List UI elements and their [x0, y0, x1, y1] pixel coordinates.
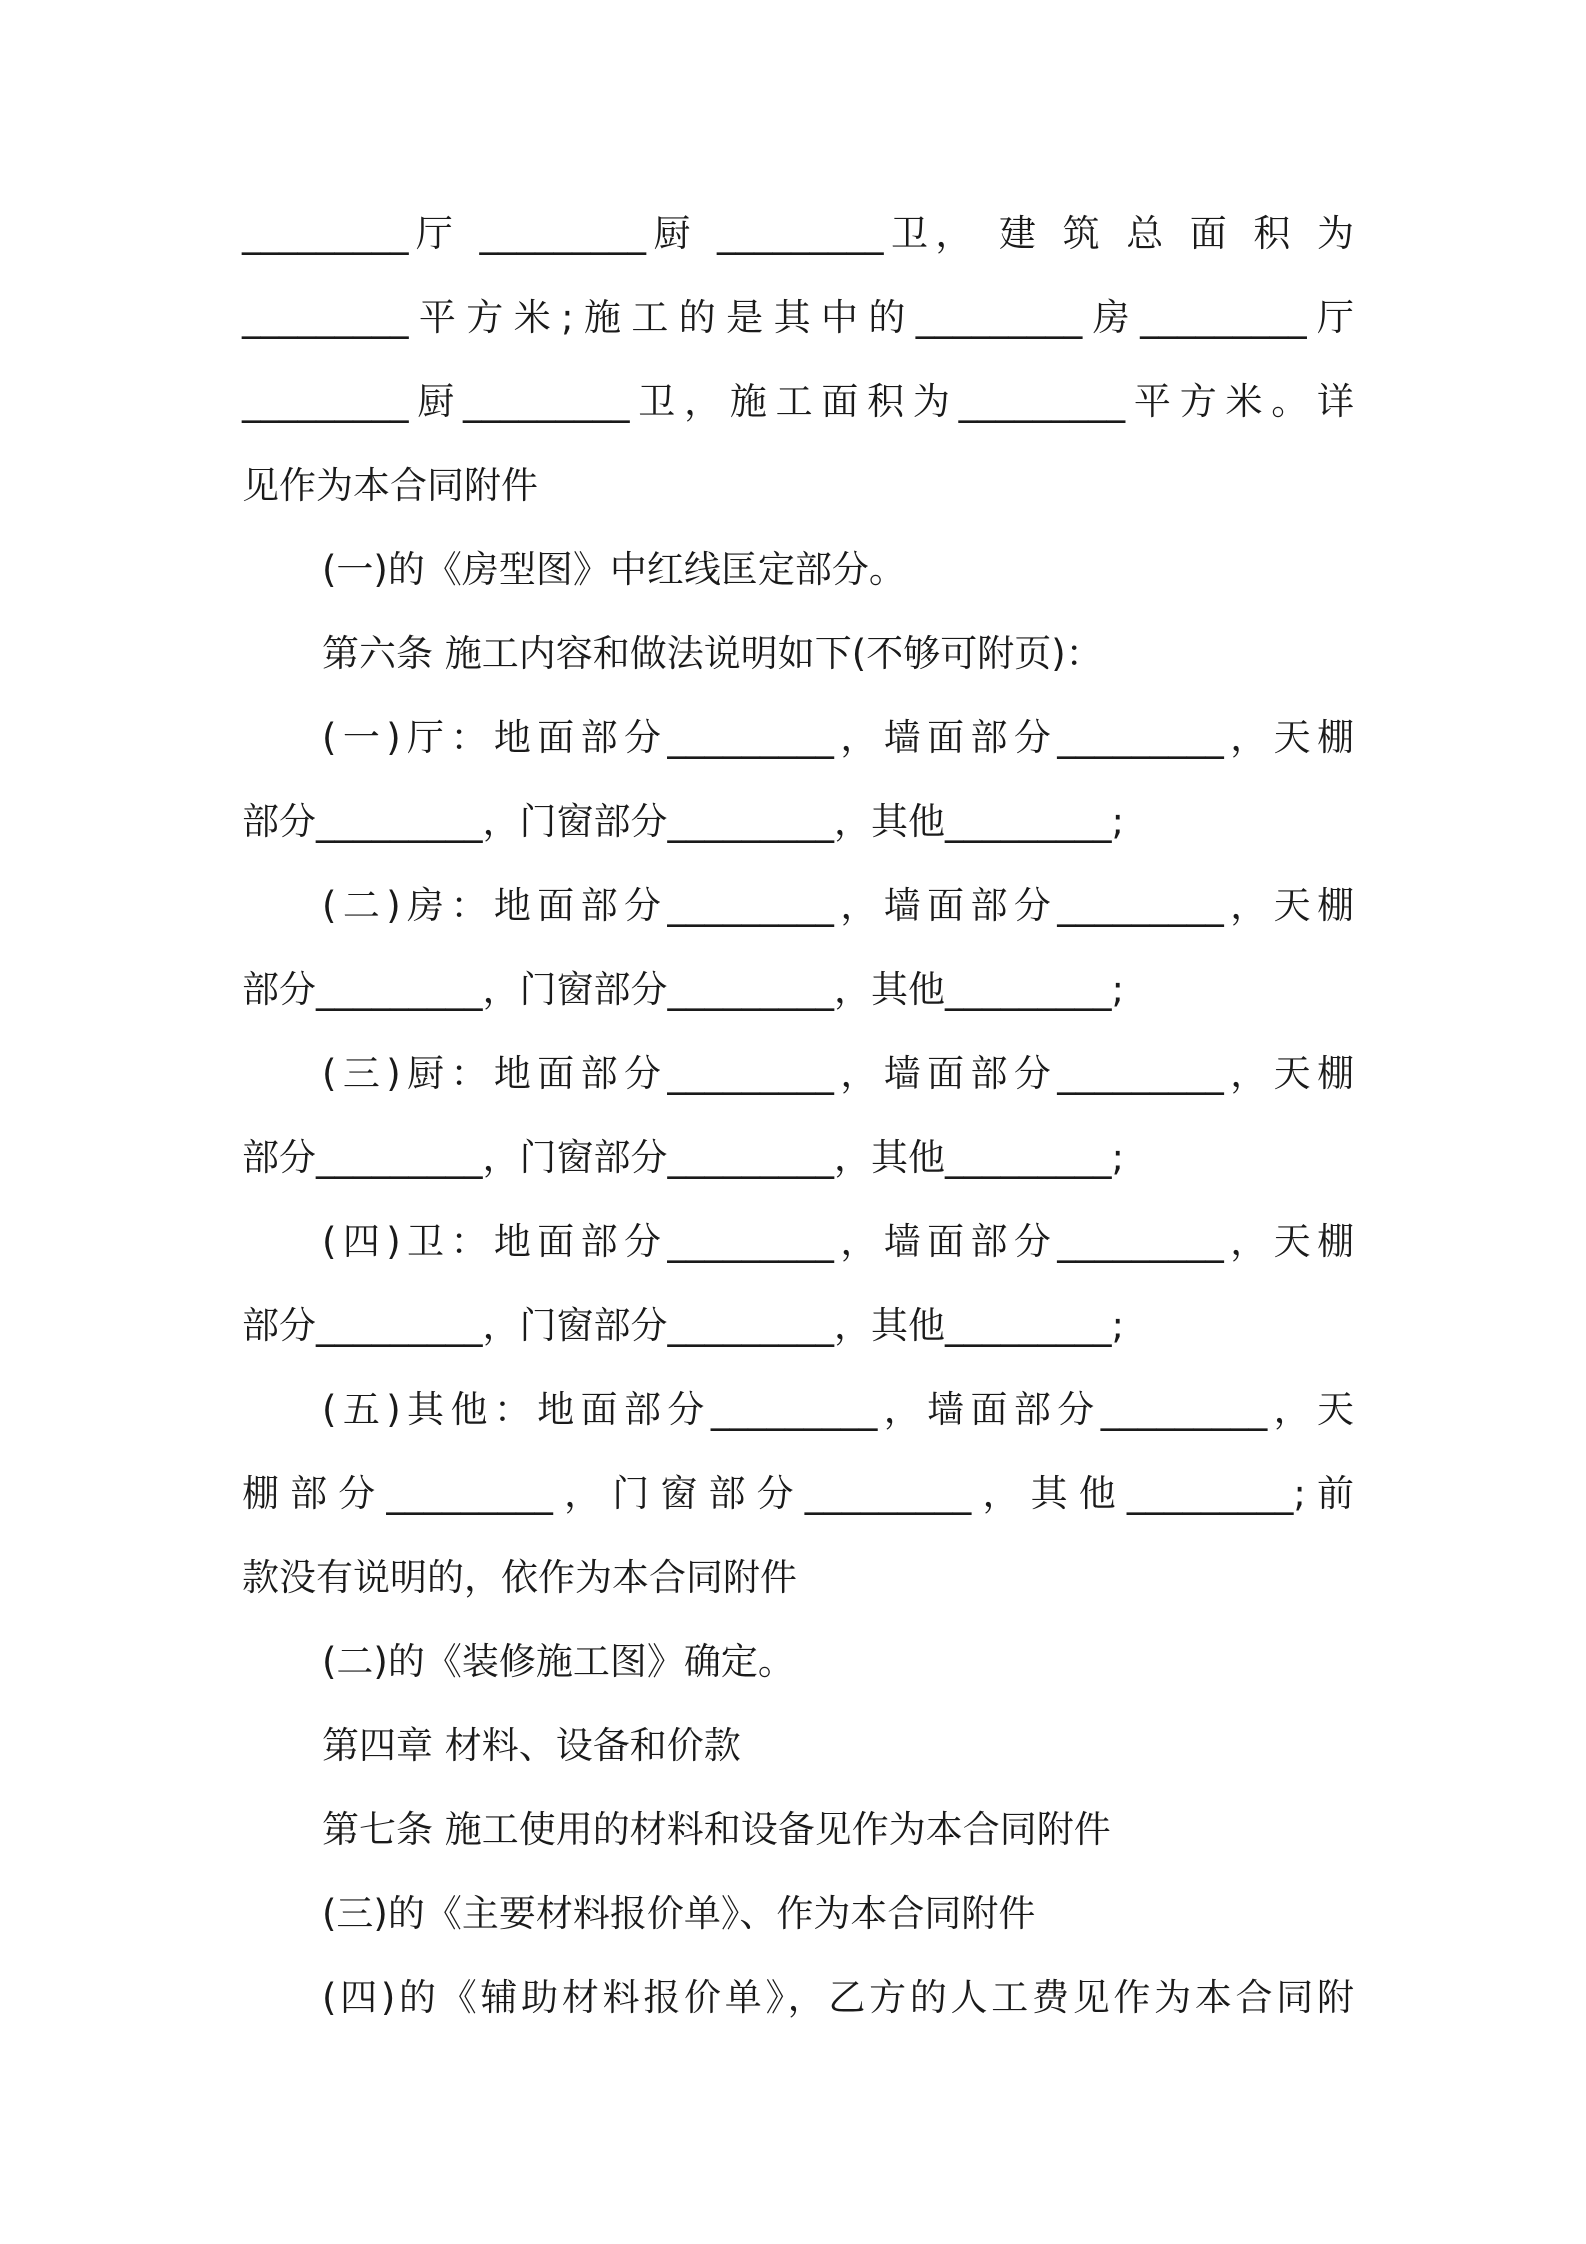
paragraph-line: (三)的《主要材料报价单》、作为本合同附件 — [322, 1892, 1036, 1935]
paragraph-line: 部分_________，门窗部分_________，其他_________; — [242, 1136, 1124, 1179]
paragraph-line: (三)厨：地面部分_________，墙面部分_________，天棚 — [322, 1052, 1354, 1095]
paragraph-line: 棚部分_________，门窗部分_________，其他_________;前 — [242, 1472, 1354, 1515]
paragraph-line: (二)房：地面部分_________，墙面部分_________，天棚 — [322, 884, 1354, 927]
article-heading: 第七条 施工使用的材料和设备见作为本合同附件 — [322, 1808, 1111, 1851]
paragraph-line: (二)的《装修施工图》确定。 — [322, 1640, 795, 1683]
paragraph-line: _________厨_________卫，施工面积为_________平方米。详 — [242, 380, 1354, 423]
paragraph-line: (五)其他：地面部分_________，墙面部分_________，天 — [322, 1388, 1354, 1431]
paragraph-line: (四)的《辅助材料报价单》，乙方的人工费见作为本合同附 — [322, 1976, 1354, 2019]
article-heading: 第六条 施工内容和做法说明如下(不够可附页)： — [322, 632, 1103, 675]
paragraph-line: 部分_________，门窗部分_________，其他_________; — [242, 800, 1124, 843]
paragraph-line: 款没有说明的，依作为本合同附件 — [242, 1556, 797, 1599]
paragraph-line: (四)卫：地面部分_________，墙面部分_________，天棚 — [322, 1220, 1354, 1263]
paragraph-line: _________厅 _________厨 _________卫， 建 筑 总 面 积 为 — [242, 212, 1354, 255]
paragraph-line: (一)的《房型图》中红线匡定部分。 — [322, 548, 906, 591]
paragraph-line: 见作为本合同附件 — [242, 464, 538, 507]
paragraph-line: (一)厅：地面部分_________，墙面部分_________，天棚 — [322, 716, 1354, 759]
paragraph-line: 部分_________，门窗部分_________，其他_________; — [242, 968, 1124, 1011]
paragraph-line: 部分_________，门窗部分_________，其他_________; — [242, 1304, 1124, 1347]
chapter-heading: 第四章 材料、设备和价款 — [322, 1724, 741, 1767]
paragraph-line: _________平方米;施工的是其中的_________房_________厅 — [242, 296, 1354, 339]
